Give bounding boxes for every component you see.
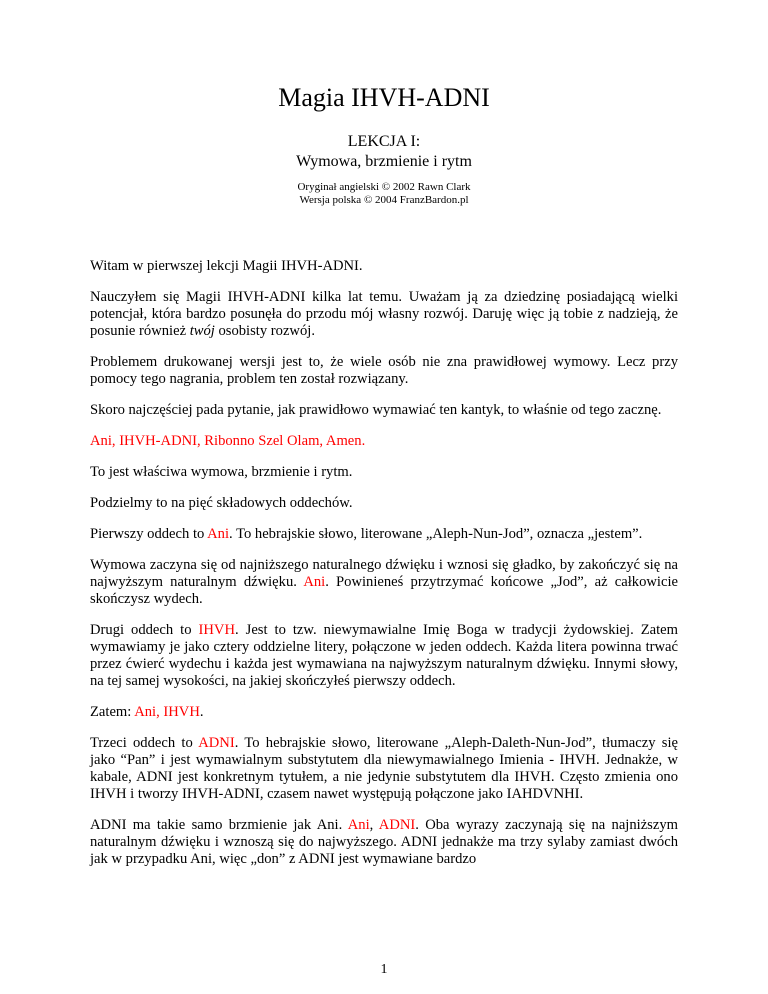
paragraph-question: Skoro najczęściej pada pytanie, jak prawidłowo wymawiać ten kantyk, to właśnie od tego zacznę. [90, 402, 662, 418]
text-span: . To hebrajskie słowo, literowane „Aleph-Nun-Jod”, oznacza „jestem”. [229, 526, 643, 542]
text-span: Zatem: [90, 704, 135, 720]
paragraph-first-breath-detail [90, 557, 678, 608]
text-span: , [369, 817, 379, 833]
text-span: . [199, 704, 204, 720]
text-span: . Jest to tzw. niewymawialne Imię Boga w tradycji żydowskiej. Zatem wymawiamy je jako cztery oddzielne litery, połączone w jeden oddech. Każda litera powinna trwać przez ćwierć wydechu i każda jest wymawiana na najwyższym naturalnym dźwięku. Innymi słowy, na tej samej wysokości, na jakiej skończyłeś pierwszy oddech. [90, 622, 678, 689]
text-span: osobisty rozwój. [214, 323, 315, 339]
text-span: . Oba wyrazy zaczynają się na najniższym naturalnym dźwięku i wznoszą się do najwyższego. ADNI jednakże ma trzy sylaby zamiast dwóch jak w przypadku Ani, więc „don” z ADNI jest wymawiane bardzo [90, 817, 678, 867]
paragraph-intro [90, 289, 678, 340]
page-number: 1 [380, 962, 388, 977]
credit-polish: Wersja polska © 2004 FranzBardon.pl [299, 194, 469, 206]
highlight-red: Ani [207, 526, 230, 542]
text-span: . To hebrajskie słowo, literowane „Aleph-Daleth-Nun-Jod”, tłumaczy się jako “Pan” i jest wymawialnym substytutem dla niewymawialnego Imienia - IHVH. Jednakże, w kabale, ADNI jest konkretnym tytułem, a nie jedynie substytutem dla IHVH. Często zmienia ono IHVH i tworzy IHVH-ADNI, czasem nawet występują połączone jako IAHDVNHI. [90, 735, 679, 802]
highlight-red: Ani, IHVH [134, 704, 200, 720]
paragraph-problem: Problemem drukowanej wersji jest to, że wiele osób nie zna prawidłowej wymowy. Lecz przy pomocy tego nagrania, problem ten został rozwiązany. [90, 354, 678, 387]
paragraph-breaths: Podzielmy to na pięć składowych oddechów. [90, 495, 353, 511]
text-span: Drugi oddech to [90, 622, 199, 638]
text-span: Trzeci oddech to [90, 735, 199, 751]
lesson-heading [0, 132, 768, 172]
text-span: Wymowa zaczyna się od najniższego naturalnego dźwięku i wznosi się gładko, by zakończyć się na najwyższym naturalnym dźwięku. [90, 557, 678, 590]
paragraph-second-breath [90, 622, 678, 690]
document-title: Magia IHVH-ADNI [278, 83, 490, 112]
highlight-red: Ani [347, 817, 370, 833]
paragraph-chant: Ani, IHVH-ADNI, Ribonno Szel Olam, Amen. [90, 433, 366, 449]
text-span: ADNI ma takie samo brzmienie jak Ani. [90, 817, 348, 833]
paragraph-third-breath [90, 735, 678, 803]
highlight-red: ADNI [198, 735, 235, 751]
text-span: . Powinieneś przytrzymać końcowe „Jod”, aż całkowicie skończysz wydech. [90, 574, 678, 607]
paragraph-welcome: Witam w pierwszej lekcji Magii IHVH-ADNI. [90, 258, 363, 274]
highlight-red: Ani [303, 574, 326, 590]
emphasis: twój [189, 323, 215, 339]
body-text [90, 258, 678, 882]
credit-original: Oryginał angielski © 2002 Rawn Clark [297, 181, 471, 193]
paragraph-adni [90, 817, 678, 868]
lesson-subtitle: Wymowa, brzmienie i rytm [296, 153, 472, 170]
text-span: Pierwszy oddech to [90, 526, 208, 542]
paragraph-thus [90, 704, 678, 721]
text-span: Nauczyłem się Magii IHVH-ADNI kilka lat temu. Uważam ją za dziedzinę posiadającą wielki potencjał, która bardzo posunęła do przodu mój własny rozwój. Daruję więc ją tobie z nadzieją, że posunie również [90, 289, 678, 339]
paragraph-first-breath [90, 526, 678, 543]
lesson-number: LEKCJA I: [347, 133, 421, 150]
highlight-red: ADNI [378, 817, 416, 833]
credits [0, 181, 768, 207]
highlight-red: IHVH [198, 622, 235, 638]
paragraph-pronunciation: To jest właściwa wymowa, brzmienie i rytm. [90, 464, 353, 480]
